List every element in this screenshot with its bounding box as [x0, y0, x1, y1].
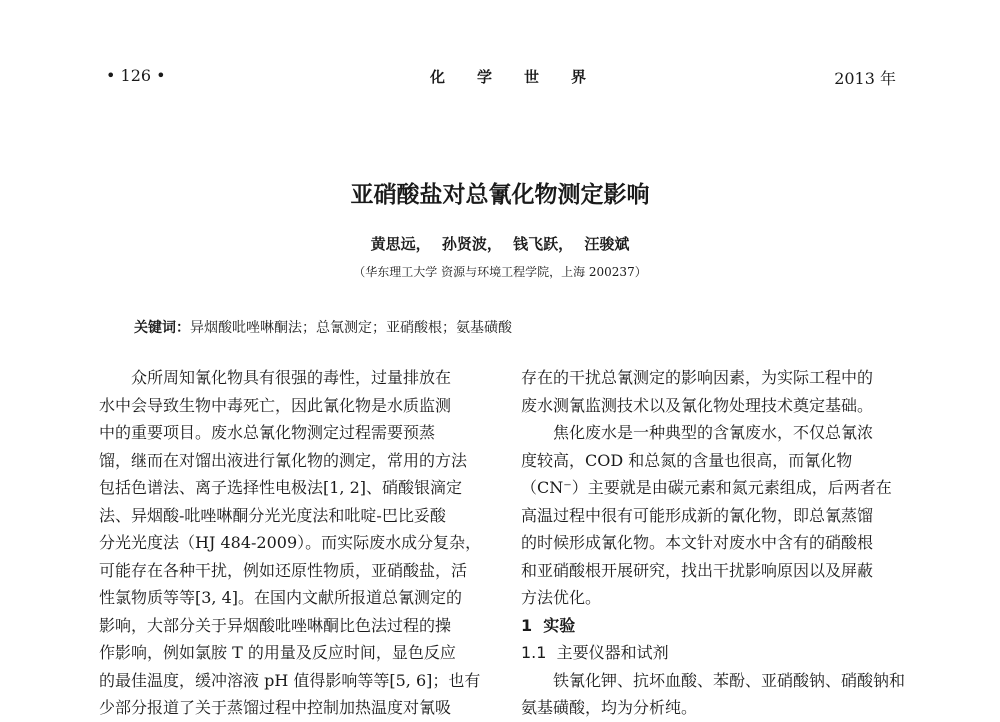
affiliation: （华东理工大学 资源与环境工程学院，上海 200237）	[353, 265, 647, 279]
subsection-number: 1.1	[521, 643, 547, 662]
keywords	[134, 317, 512, 337]
body-line: 众所周知氰化物具有很强的毒性，过量排放在	[131, 368, 452, 387]
body-line: 高温过程中很有可能形成新的氰化物，即总氰蒸馏	[521, 505, 874, 525]
keywords-label: 关键词：	[134, 320, 190, 336]
article-title: 亚硝酸盐对总氰化物测定影响	[350, 182, 650, 208]
body-line: 和亚硝酸根开展研究，找出干扰影响原因以及屏蔽	[521, 560, 874, 580]
section-title: 实验	[543, 615, 576, 635]
body-line: 分光光度法（HJ 484-2009）。而实际废水成分复杂，	[99, 533, 482, 552]
body-line: 法、异烟酸-吡唑啉酮分光光度法和吡啶-巴比妥酸	[99, 505, 446, 525]
body-line: 包括色谱法、离子选择性电极法[1, 2]、硝酸银滴定	[99, 478, 463, 497]
journal-name: 化学世界	[430, 68, 619, 86]
body-line: 可能存在各种干扰，例如还原性物质，亚硝酸盐，活	[99, 560, 468, 580]
author-list: 黄思远， 孙贤波， 钱飞跃， 汪骏斌	[370, 235, 630, 253]
body-line: （CN⁻）主要就是由碳元素和氮元素组成，后两者在	[521, 478, 892, 497]
body-line: 水中会导致生物中毒死亡，因此氰化物是水质监测	[99, 395, 452, 415]
section-heading	[521, 612, 911, 640]
body-line: 中的重要项目。废水总氰化物测定过程需要预蒸	[99, 423, 436, 442]
body-line: 馏，继而在对馏出液进行氰化物的测定，常用的方法	[99, 450, 468, 470]
section-number: 1	[521, 615, 533, 635]
body-line: 存在的干扰总氰测定的影响因素，为实际工程中的	[521, 368, 874, 387]
body-line: 废水测氰监测技术以及氰化物处理技术奠定基础。	[521, 395, 874, 415]
body-line: 的最佳温度，缓冲溶液 pH 值得影响等等[5, 6]；也有	[99, 670, 481, 690]
body-line: 的时候形成氰化物。本文针对废水中含有的硝酸根	[521, 533, 874, 552]
page-number: • 126 •	[106, 66, 166, 85]
right-column	[521, 364, 911, 722]
body-line: 铁氰化钾、抗坏血酸、苯酚、亚硝酸钠、硝酸钠和	[553, 670, 906, 690]
body-line: 作影响，例如氯胺 T 的用量及反应时间，显色反应	[99, 643, 456, 662]
body-line: 方法优化。	[521, 588, 602, 607]
publication-year: 2013 年	[834, 69, 896, 88]
subsection-heading	[521, 639, 911, 667]
body-line: 影响，大部分关于异烟酸吡唑啉酮比色法过程的操	[99, 615, 452, 635]
body-line: 少部分报道了关于蒸馏过程中控制加热温度对氰吸	[99, 698, 452, 717]
body-line: 氨基磺酸，均为分析纯。	[521, 698, 698, 717]
body-line: 性氯物质等等[3, 4]。在国内文献所报道总氰测定的	[99, 588, 463, 607]
subsection-title: 主要仪器和试剂	[556, 643, 669, 662]
body-line: 度较高，COD 和总氮的含量也很高，而氰化物	[521, 450, 853, 470]
body-line: 焦化废水是一种典型的含氰废水，不仅总氰浓	[553, 423, 874, 442]
left-column	[99, 364, 489, 722]
keywords-text: 异烟酸吡唑啉酮法；总氰测定；亚硝酸根；氨基磺酸	[190, 320, 512, 336]
